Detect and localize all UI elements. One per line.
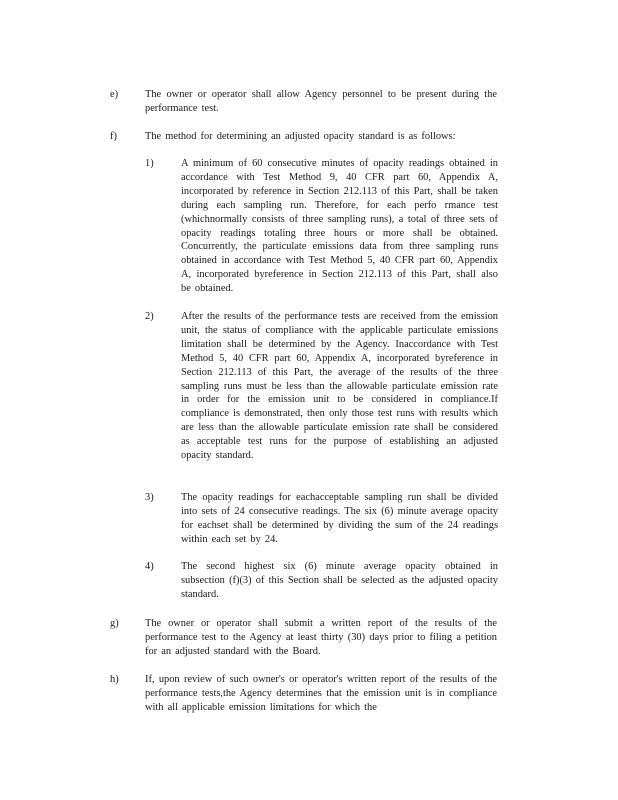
- paragraph-label: f): [110, 131, 117, 142]
- paragraph-text: If, upon review of such owner's or operator's written report of the results of the performance tests,the Agency determines that the emission unit is in compliance with all applicable emission limitations for which the: [145, 674, 497, 713]
- subparagraph-text: A minimum of 60 consecutive minutes of opacity readings obtained in accordance with Test Method 9, 40 CFR part 60, Appendix A, incorporated by reference in Section 212.113 of this Part, shall be taken during each sampling run. Therefore, for each perfo rmance test (whichnormally consists of three sampling runs), a total of three sets of opacity readings totaling three hours or more shall be obtained. Concurrently, the particulate emissions data from three sampling runs obtained in accordance with Test Method 5, 40 CFR part 60, Appendix A, incorporated byreference in Section 212.113 of this Part, shall also be obtained.: [181, 158, 498, 295]
- subparagraph-label: 1): [145, 158, 154, 169]
- paragraph-text: The owner or operator shall allow Agency personnel to be present during the performance test.: [145, 89, 497, 114]
- paragraph-label: h): [110, 674, 119, 685]
- subparagraph-text: The opacity readings for eachacceptable sampling run shall be divided into sets of 24 consecutive readings. The six (6) minute average opacity for eachset shall be determined by dividing the sum of the 24 readings within each set by 24.: [181, 492, 498, 545]
- paragraph-label: e): [110, 89, 119, 100]
- subparagraph-label: 4): [145, 561, 154, 572]
- subparagraph-label: 3): [145, 492, 154, 503]
- subparagraph-text: After the results of the performance tests are received from the emission unit, the status of compliance with the applicable particulate emissions limitation shall be determined by the Agency. Inaccordance with Test Method 5, 40 CFR part 60, Appendix A, incorporated byreference in Section 212.113 of this Part, the average of the results of the three sampling runs must be less than the allowable particulate emission rate in order for the emission unit to be considered in compliance.If compliance is demonstrated, then only those test runs with results which are less than the allowable particulate emission rate shall be considered as acceptable test runs for the purpose of establishing an adjusted opacity standard.: [181, 311, 498, 462]
- paragraph-text: The method for determining an adjusted opacity standard is as follows:: [145, 131, 456, 142]
- paragraph-text: The owner or operator shall submit a written report of the results of the performance test to the Agency at least thirty (30) days prior to filing a petition for an adjusted standard with the Board.: [145, 618, 497, 657]
- subparagraph-label: 2): [145, 311, 154, 322]
- paragraph-label: g): [110, 618, 119, 629]
- subparagraph-text: The second highest six (6) minute average opacity obtained in subsection (f)(3) of this Section shall be selected as the adjusted opacity standard.: [181, 561, 498, 600]
